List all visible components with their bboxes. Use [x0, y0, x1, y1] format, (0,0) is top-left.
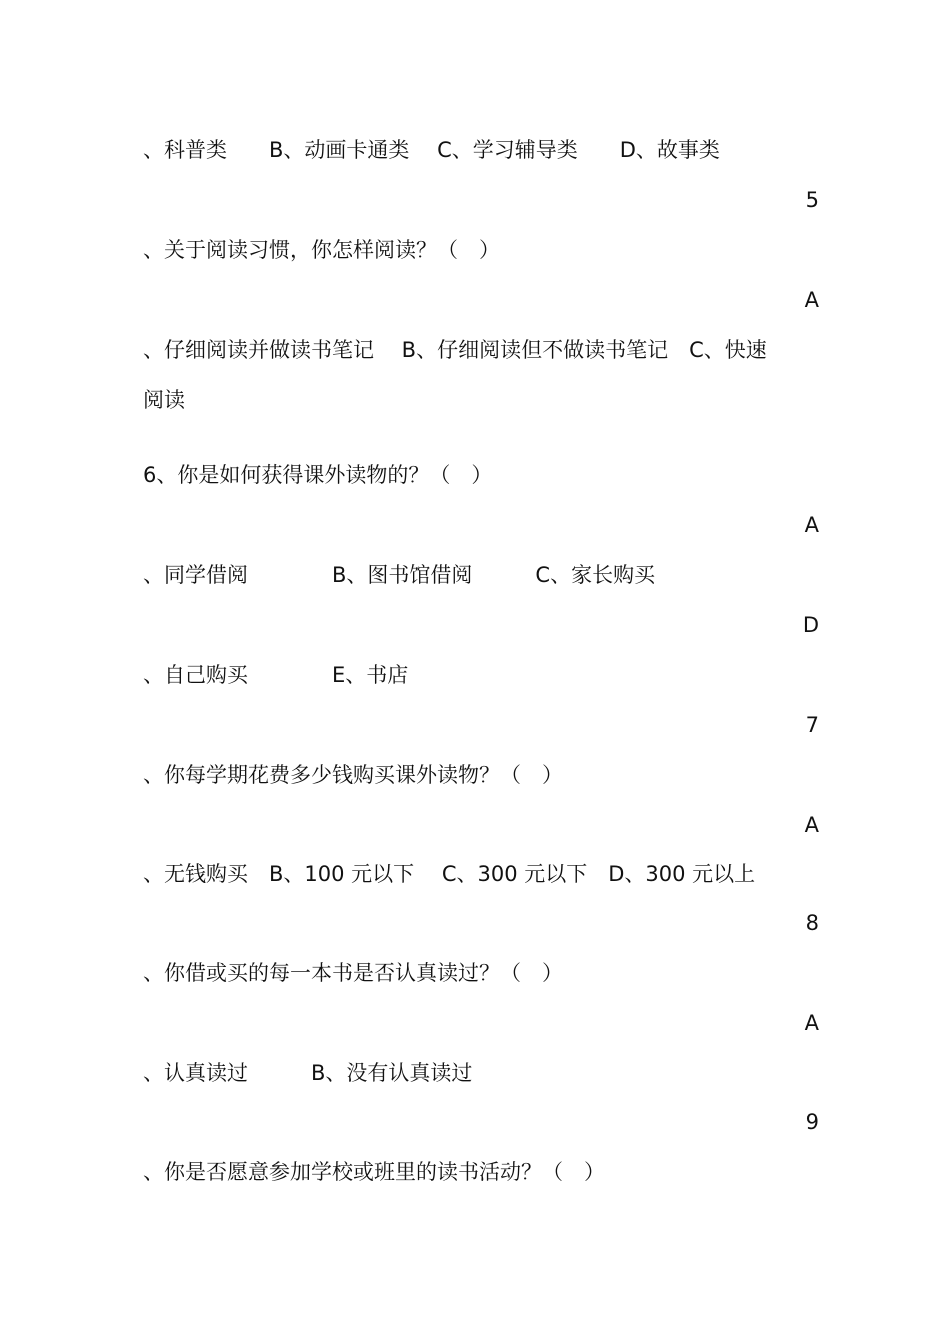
q9-text: 、你是否愿意参加学校或班里的读书活动？（ ） [143, 1160, 605, 1184]
q4-options: 、科普类 B、动画卡通类 C、学习辅导类 D、故事类 [143, 138, 720, 162]
q5-number: 5 [805, 188, 819, 212]
q9-number: 9 [805, 1110, 819, 1134]
q5-options: 、仔细阅读并做读书笔记 B、仔细阅读但不做读书笔记 C、快速 [143, 338, 767, 362]
q6-option-d-marker: D [802, 613, 819, 637]
q5-option-a-marker: A [804, 288, 819, 312]
q8-option-a-marker: A [804, 1011, 819, 1035]
q7-number: 7 [805, 713, 819, 737]
q6-text: 6、你是如何获得课外读物的？（ ） [143, 463, 493, 487]
q7-options: 、无钱购买 B、100 元以下 C、300 元以下 D、300 元以上 [143, 862, 756, 886]
q6-option-a-marker: A [804, 513, 819, 537]
q5-text: 、关于阅读习惯，你怎样阅读？（ ） [143, 238, 500, 262]
q7-option-a-marker: A [804, 813, 819, 837]
q6-options-1: 、同学借阅 B、图书馆借阅 C、家长购买 [143, 563, 656, 587]
q8-text: 、你借或买的每一本书是否认真读过？（ ） [143, 961, 563, 985]
q8-number: 8 [805, 911, 819, 935]
q5-options-continued: 阅读 [143, 388, 185, 412]
q8-options: 、认真读过 B、没有认真读过 [143, 1061, 473, 1085]
q6-options-2: 、自己购买 E、书店 [143, 663, 409, 687]
q7-text: 、你每学期花费多少钱购买课外读物？（ ） [143, 763, 563, 787]
